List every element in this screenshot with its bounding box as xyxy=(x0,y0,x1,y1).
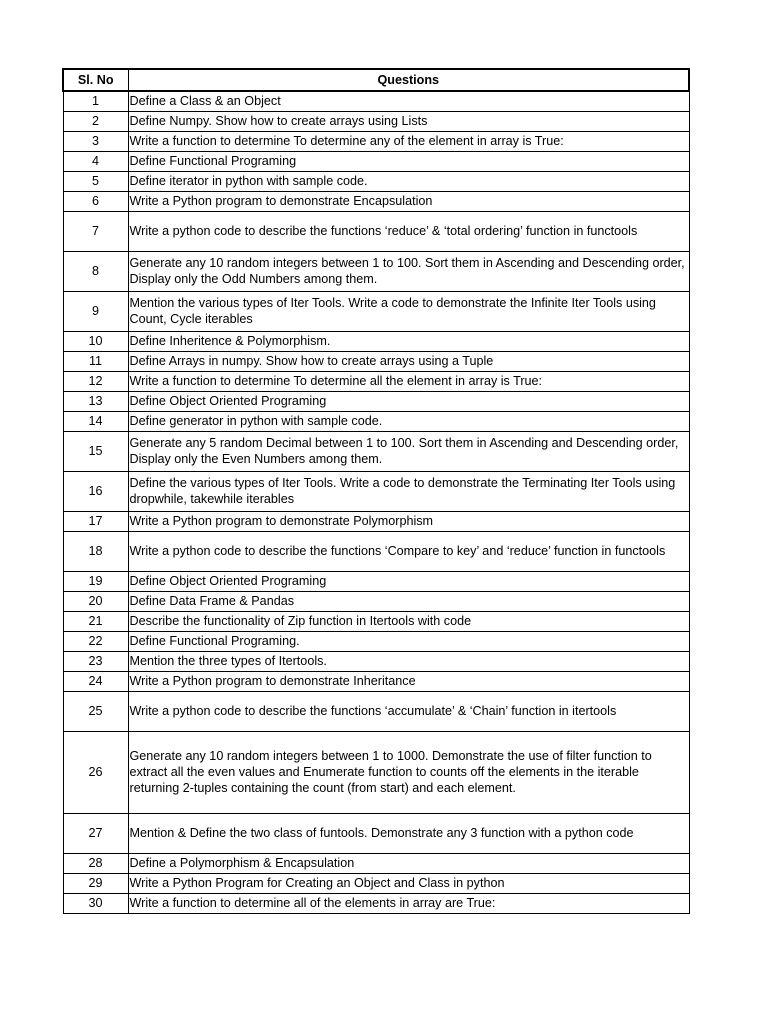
row-number: 15 xyxy=(63,431,128,471)
row-number: 12 xyxy=(63,371,128,391)
row-question: Define Arrays in numpy. Show how to create arrays using a Tuple xyxy=(128,351,689,371)
table-row xyxy=(63,331,689,351)
row-question: Define Functional Programing xyxy=(128,151,689,171)
row-question: Write a python code to describe the functions ‘Compare to key’ and ‘reduce’ function in functools xyxy=(128,531,689,571)
table-row xyxy=(63,191,689,211)
row-question: Write a python code to describe the functions ‘reduce’ & ‘total ordering’ function in functools xyxy=(128,211,689,251)
row-question: Define the various types of Iter Tools. Write a code to demonstrate the Terminating Iter Tools using dropwhile, takewhile iterables xyxy=(128,471,689,511)
row-question: Define Data Frame & Pandas xyxy=(128,591,689,611)
row-question: Define a Class & an Object xyxy=(128,91,689,111)
table-row xyxy=(63,631,689,651)
row-number: 23 xyxy=(63,651,128,671)
row-number: 1 xyxy=(63,91,128,111)
row-number: 14 xyxy=(63,411,128,431)
row-number: 9 xyxy=(63,291,128,331)
table-row xyxy=(63,671,689,691)
row-number: 16 xyxy=(63,471,128,511)
table-row xyxy=(63,411,689,431)
row-number: 5 xyxy=(63,171,128,191)
row-question: Write a Python program to demonstrate Inheritance xyxy=(128,671,689,691)
row-question: Write a Python program to demonstrate Polymorphism xyxy=(128,511,689,531)
row-number: 17 xyxy=(63,511,128,531)
row-question: Define generator in python with sample code. xyxy=(128,411,689,431)
row-number: 11 xyxy=(63,351,128,371)
table-row xyxy=(63,731,689,813)
row-question: Generate any 5 random Decimal between 1 to 100. Sort them in Ascending and Descending order, Display only the Even Numbers among them. xyxy=(128,431,689,471)
table-row xyxy=(63,691,689,731)
table-body xyxy=(63,91,689,913)
questions-table xyxy=(62,68,690,914)
header-questions: Questions xyxy=(128,69,689,91)
row-number: 8 xyxy=(63,251,128,291)
row-question: Write a function to determine all of the elements in array are True: xyxy=(128,893,689,913)
row-number: 18 xyxy=(63,531,128,571)
header-sl-no: Sl. No xyxy=(63,69,128,91)
row-question: Generate any 10 random integers between 1 to 100. Sort them in Ascending and Descending order, Display only the Odd Numbers among them. xyxy=(128,251,689,291)
row-number: 25 xyxy=(63,691,128,731)
row-question: Write a function to determine To determine any of the element in array is True: xyxy=(128,131,689,151)
table-row xyxy=(63,873,689,893)
row-question: Define Object Oriented Programing xyxy=(128,571,689,591)
row-question: Define Functional Programing. xyxy=(128,631,689,651)
row-number: 30 xyxy=(63,893,128,913)
row-number: 28 xyxy=(63,853,128,873)
table-row xyxy=(63,511,689,531)
row-question: Define Numpy. Show how to create arrays using Lists xyxy=(128,111,689,131)
table-row xyxy=(63,853,689,873)
table-row xyxy=(63,591,689,611)
row-number: 13 xyxy=(63,391,128,411)
table-row xyxy=(63,571,689,591)
table-row xyxy=(63,391,689,411)
table-row xyxy=(63,651,689,671)
table-row xyxy=(63,893,689,913)
table-row xyxy=(63,351,689,371)
row-question: Describe the functionality of Zip function in Itertools with code xyxy=(128,611,689,631)
table-row xyxy=(63,211,689,251)
table-row xyxy=(63,531,689,571)
row-question: Write a Python Program for Creating an Object and Class in python xyxy=(128,873,689,893)
row-question: Mention the various types of Iter Tools. Write a code to demonstrate the Infinite Iter Tools using Count, Cycle iterables xyxy=(128,291,689,331)
table-row xyxy=(63,611,689,631)
row-question: Define Object Oriented Programing xyxy=(128,391,689,411)
row-question: Define a Polymorphism & Encapsulation xyxy=(128,853,689,873)
table-row xyxy=(63,131,689,151)
row-question: Define Inheritence & Polymorphism. xyxy=(128,331,689,351)
row-number: 2 xyxy=(63,111,128,131)
row-question: Mention & Define the two class of funtools. Demonstrate any 3 function with a python code xyxy=(128,813,689,853)
row-number: 21 xyxy=(63,611,128,631)
table-row xyxy=(63,91,689,111)
table-row xyxy=(63,471,689,511)
row-question: Write a python code to describe the functions ‘accumulate’ & ‘Chain’ function in itertools xyxy=(128,691,689,731)
table-row xyxy=(63,251,689,291)
row-number: 20 xyxy=(63,591,128,611)
row-number: 27 xyxy=(63,813,128,853)
header-row xyxy=(63,69,689,91)
row-number: 7 xyxy=(63,211,128,251)
row-number: 24 xyxy=(63,671,128,691)
row-number: 29 xyxy=(63,873,128,893)
row-number: 4 xyxy=(63,151,128,171)
row-question: Mention the three types of Itertools. xyxy=(128,651,689,671)
row-question: Define iterator in python with sample code. xyxy=(128,171,689,191)
row-question: Generate any 10 random integers between 1 to 1000. Demonstrate the use of filter function to extract all the even values and Enumerate function to counts off the elements in the iterable returning 2-tuples containing the count (from start) and each element. xyxy=(128,731,689,813)
table-row xyxy=(63,171,689,191)
row-question: Write a Python program to demonstrate Encapsulation xyxy=(128,191,689,211)
table-row xyxy=(63,813,689,853)
row-question: Write a function to determine To determine all the element in array is True: xyxy=(128,371,689,391)
row-number: 22 xyxy=(63,631,128,651)
row-number: 3 xyxy=(63,131,128,151)
table-row xyxy=(63,371,689,391)
table-row xyxy=(63,431,689,471)
table-row xyxy=(63,111,689,131)
table-row xyxy=(63,151,689,171)
row-number: 6 xyxy=(63,191,128,211)
row-number: 26 xyxy=(63,731,128,813)
row-number: 10 xyxy=(63,331,128,351)
table-row xyxy=(63,291,689,331)
row-number: 19 xyxy=(63,571,128,591)
